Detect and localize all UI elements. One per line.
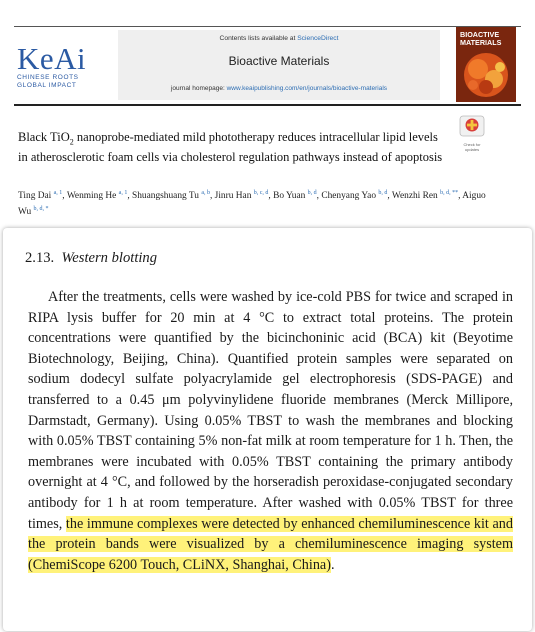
- author-entry[interactable]: [273, 191, 317, 201]
- author-entry[interactable]: [18, 191, 62, 201]
- author-list: Ting Dai $^{a, 1}$, Wenming He $^{a, 1}$, Shuangshuang Tu $^{a, b}$, Jinru Han $^{b, c, d}$, Bo Yuan $^{b, d}$, Chenyang Yao $^{b, d}$, Wenzhi Ren $^{b, d, **}$, Aiguo Wu $^{b, d, *}$: [18, 190, 486, 218]
- logo-tagline-line-2: GLOBAL IMPACT: [17, 82, 77, 89]
- author-affiliation-marker[interactable]: b, d: [378, 190, 388, 196]
- author-name: Ting Dai: [18, 191, 52, 202]
- logo-wordmark: KeAi: [17, 41, 87, 76]
- crossmark-icon: [458, 115, 486, 137]
- contents-available-line: Contents lists available at ScienceDirect: [219, 35, 339, 42]
- author-name: Shuangshuang Tu: [132, 191, 199, 202]
- author-affiliation-marker[interactable]: b, c, d: [253, 190, 269, 196]
- header-top-rule: [14, 26, 521, 27]
- author-entry[interactable]: [132, 191, 210, 201]
- author-entry[interactable]: [321, 191, 387, 201]
- author-affiliation-marker[interactable]: a, 1: [53, 190, 63, 196]
- check-for-updates-badge[interactable]: [458, 115, 486, 152]
- journal-homepage-line: journal homepage: www.keaipublishing.com/en/journals/bioactive-materials: [170, 85, 388, 92]
- author-affiliation-marker[interactable]: b, d, **: [440, 190, 459, 196]
- sciencedirect-link[interactable]: ScienceDirect: [297, 35, 339, 42]
- author-entry[interactable]: [392, 191, 458, 201]
- author-entry[interactable]: [215, 191, 269, 201]
- article-title: Black TiO$_2$ nanoprobe-mediated mild phototherapy reduces intracellular lipid levels in atherosclerotic foam cells via cholesterol regulation pathways instead of apoptosis: [18, 130, 443, 164]
- cover-title-line-1: BIOACTIVE: [460, 30, 500, 39]
- author-affiliation-marker[interactable]: b, d, *: [33, 206, 49, 213]
- journal-name: Bioactive Materials: [228, 54, 330, 68]
- author-name: Chenyang Yao: [321, 191, 377, 202]
- journal-homepage-link[interactable]: www.keaipublishing.com/en/journals/bioactive-materials: [226, 85, 388, 92]
- logo-tagline-line-1: CHINESE ROOTS: [17, 74, 79, 81]
- author-name: Bo Yuan: [273, 191, 306, 202]
- author-name: Jinru Han: [214, 191, 252, 202]
- author-entry[interactable]: [67, 191, 128, 201]
- author-affiliation-marker[interactable]: a, 1: [118, 190, 128, 196]
- section-number: 2.13.: [25, 250, 55, 266]
- publisher-logo[interactable]: [17, 43, 107, 90]
- logo-tagline: [17, 74, 107, 90]
- journal-cover-image[interactable]: [456, 27, 516, 102]
- author-affiliation-marker[interactable]: b, d: [307, 190, 317, 196]
- cover-title: [460, 31, 501, 47]
- body-text-plain: After the treatments, cells were washed by ice-cold PBS for twice and scraped in RIPA lysis buffer for 20 min at 4 °C to extract total proteins. The protein concentrations were quantified by the bicinchoninic acid (BCA) kit (Beyotime Biotechnology, Beijing, China). Quantified protein samples were separated on sodium dodecyl sulfate polyacrylamide gel electrophoresis (SDS-PAGE) and transferred to a 0.45 μm polyvinylidene fluoride membranes (Merck Millipore, Darmstadt, Germany). Using 0.05% TBST to wash the membranes and blocking with 0.05% TBST containing 5% non-fat milk at room temperature for 1 h. Then, the membranes were incubated with 0.05% TBST containing the primary antibody overnight at 4 °C, and followed by the horseradish peroxidase-conjugated secondary antibody for 1 h at room temperature. After washed with 0.05% TBST for three times,: [28, 289, 513, 532]
- author-affiliation-marker[interactable]: a, b: [201, 190, 210, 196]
- body-text-end: .: [330, 556, 335, 573]
- section-body-paragraph: [28, 287, 513, 575]
- highlighted-text: the immune complexes were detected by enhanced chemiluminescence kit and the protein bands were visualized by a chemiluminescence imaging system (ChemiScope 6200 Touch, CLiNX, Shanghai, China): [28, 515, 513, 573]
- author-name: Wenzhi Ren: [391, 191, 438, 202]
- author-name: Wenming He: [66, 191, 117, 202]
- cover-title-line-2: MATERIALS: [460, 38, 502, 47]
- check-for-updates-label: Check for updates: [463, 142, 481, 152]
- journal-header-band: [118, 30, 440, 100]
- header-bottom-rule: [14, 104, 521, 106]
- section-heading: [25, 250, 157, 267]
- author-name: Aiguo Wu: [18, 191, 486, 218]
- section-title: Western blotting: [61, 250, 158, 266]
- section-excerpt-card: [3, 228, 532, 631]
